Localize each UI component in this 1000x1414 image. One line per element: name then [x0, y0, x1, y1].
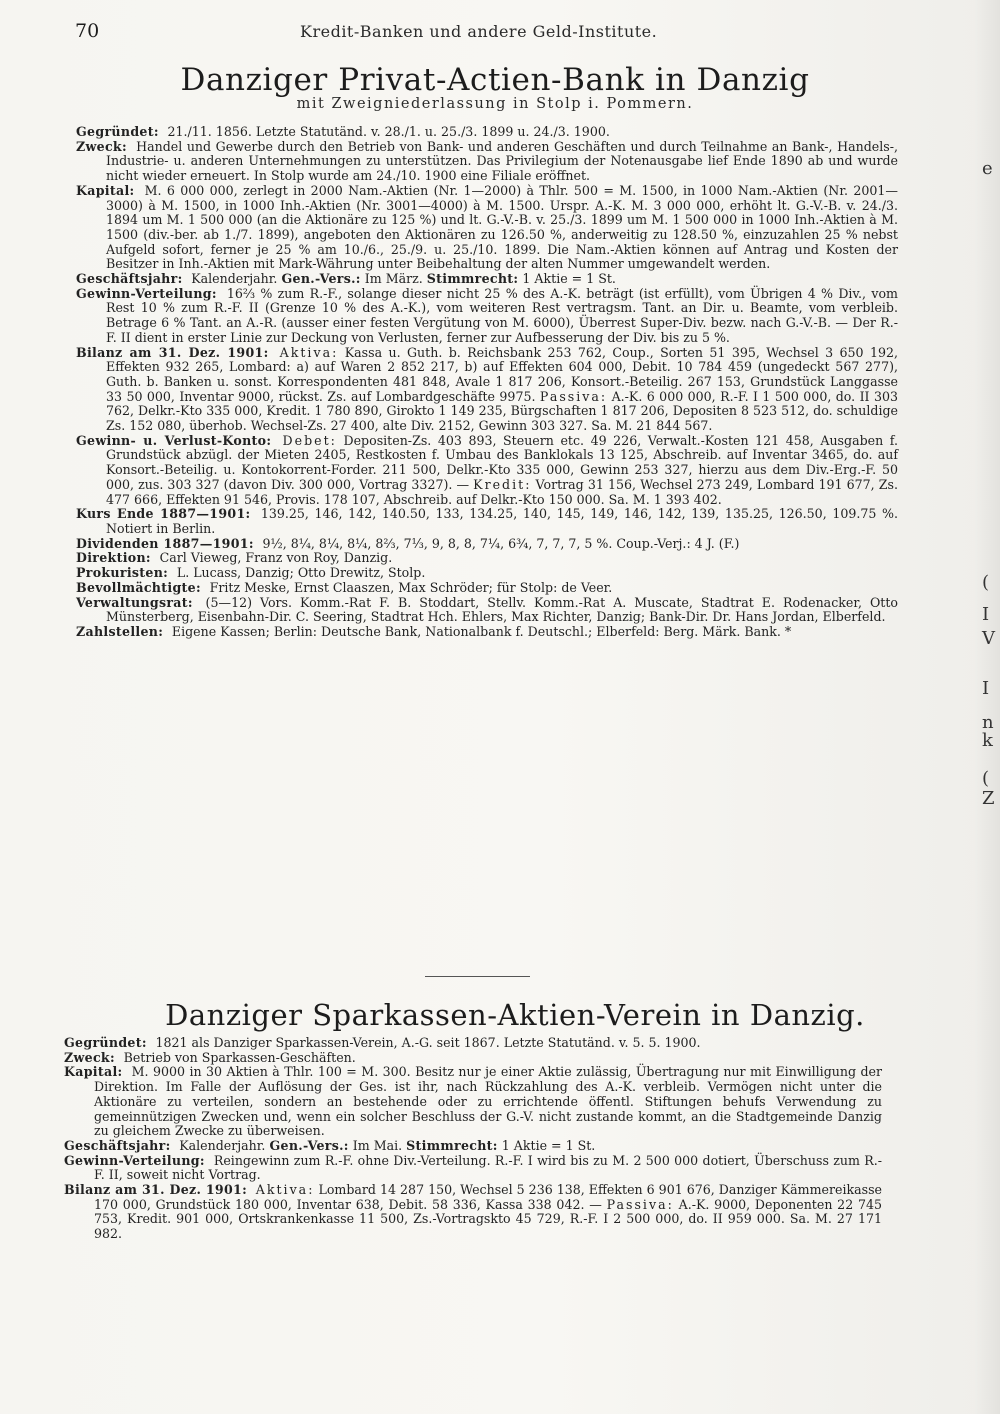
entry-zahlstellen [76, 625, 898, 640]
sub-label-gen-vers: Gen.-Vers.: [281, 271, 361, 287]
entry-text: Reingewinn zum R.-F. ohne Div.-Verteilung. R.-F. I wird bis zu M. 2 500 000 dotiert, Überschuss zum R.-F. II, soweit nicht Vortrag. [94, 1152, 883, 1183]
edge-glyph: Z [982, 788, 995, 809]
entry-gegruendet [76, 125, 898, 140]
entry-gewinn-verteilung [76, 287, 898, 346]
edge-glyph: V [982, 628, 995, 649]
page-number: 70 [75, 20, 100, 42]
edge-glyph: n [982, 712, 994, 733]
kredit-label: Kredit: [473, 476, 532, 492]
sub-label-stimmrecht: Stimmrecht: [426, 271, 519, 287]
section-body-privat-actien-bank [76, 125, 898, 640]
entry-gewinn-verlust-konto [76, 434, 898, 508]
entry-label: Direktion: [76, 550, 151, 566]
entry-text: Kalenderjahr. [191, 271, 278, 287]
entry-text: Fritz Meske, Ernst Claaszen, Max Schröder; für Stolp: de Veer. [209, 579, 613, 595]
section-title-sparkassen-aktien-verein: Danziger Sparkassen-Aktien-Verein in Danzig. [165, 998, 865, 1032]
entry-label: Dividenden 1887—1901: [76, 535, 254, 551]
entry-text: 16⅔ % zum R.-F., solange dieser nicht 25 % des A.-K. beträgt (ist erfüllt), vom Übrigen 4 % Div., vom Rest 10 % zum R.-F. II (Grenze 10 % des A.-K.), vom weiteren Rest vertragsm. Tant. an Dir. u. Beamte, vom verbleib. Betrage 6 % Tant. an A.-R. (ausser einer festen Vergütung von M. 6000), Überrest Super-Div. bezw. nach G.-V.-B. — Der R.-F. II dient in erster Linie zur Deckung von Verlusten, ferner zur Aufbesserung der Div. bis zu 5 %. [106, 285, 899, 345]
section-subtitle: mit Zweigniederlassung in Stolp i. Pommern. [296, 96, 694, 112]
debet-label: Debet: [282, 432, 337, 448]
aktiva-label: Aktiva: [279, 344, 339, 360]
sub-text-gen-vers: Im Mai. [352, 1137, 403, 1153]
entry-text: M. 9000 in 30 Aktien à Thlr. 100 = M. 300. Besitz nur je einer Aktie zulässig, Übertragung nur mit Einwilligung der Direktion. Im Falle der Auflösung der Ges. ist ihr, nach Rückzahlung des A.-K. verbleib. Vermögen nicht unter die Aktionäre zu verteilen, sondern an bestehende oder zu errichtende öffentl. Stiftungen behufs Verwendung zu gemeinnützigen Zwecken und, wenn ein solcher Beschluss der G.-V. nicht zustande kommt, an die Stadtgemeinde Danzig zu gleichem Zwecke zu überweisen. [94, 1064, 883, 1139]
edge-glyph: I [982, 678, 990, 699]
entry-label: Zweck: [64, 1049, 115, 1065]
entry-text: Kassa u. Guth. b. Reichsbank 253 762, Coup., Sorten 51 395, Wechsel 3 650 192, Effekten 932 265, Lombard: a) auf Waren 2 852 217, b) auf Effekten 604 000, Debit. 10 784 459 (ungedeckt 567 277), Guth. b. Banken u. sonst. Korrespondenten 481 848, Avale 1 817 206, Konsort.-Beteilig. 267 153, Grundstück Langgasse 33 50 000, Inventar 9000, rückst. Zs. auf Lombardgeschäfte 9975. [106, 344, 899, 404]
entry-text: (5—12) Vors. Komm.-Rat F. B. Stoddart, Stellv. Komm.-Rat A. Muscate, Stadtrat E. Rodenacker, Otto Münsterberg, Eisenbahn-Dir. C. Seering, Stadtrat Hch. Ehlers, Max Richter, Danzig; Bank-Dir. Dr. Hans Jordan, Elberfeld. [106, 594, 899, 625]
edge-glyph: I [982, 604, 990, 625]
entry-text: L. Lucass, Danzig; Otto Drewitz, Stolp. [176, 565, 426, 581]
entry-label: Gewinn- u. Verlust-Konto: [76, 432, 272, 448]
entry-label: Bevollmächtigte: [76, 579, 201, 595]
entry-label: Verwaltungsrat: [76, 594, 193, 610]
entry-text: Carl Vieweg, Franz von Roy, Danzig. [159, 550, 393, 566]
passiva-text: A.-K. 6 000 000, R.-F. I 1 500 000, do. II 303 762, Delkr.-Kto 335 000, Kredit. 1 780 890, Girokto 1 149 235, Bürgschaften 1 817 206, Depositen 8 523 512, do. schuldige Zs. 152 080, überhob. Wechsel-Zs. 27 400, alte Div. 2152, Gewinn 303 327. Sa. M. 21 844 567. [106, 388, 898, 434]
entry-text: Handel und Gewerbe durch den Betrieb von Bank- und anderen Geschäften und durch Teilnahme an Bank-, Handels-, Industrie- u. anderen Unternehmungen zu unterstützen. Das Privilegium der Notenausgabe lief Ende 1890 ab und wurde nicht wieder erneuert. In Stolp wurde am 24./10. 1900 eine Filiale eröffnet. [106, 138, 898, 184]
section-divider [425, 976, 530, 977]
entry-label: Geschäftsjahr: [64, 1137, 171, 1153]
entry-label: Gegründet: [76, 124, 159, 139]
entry-text: M. 6 000 000, zerlegt in 2000 Nam.-Aktien (Nr. 1—2000) à Thlr. 500 = M. 1500, in 1000 Nam.-Aktien (Nr. 2001—3000) à M. 1500, in 1000 Inh.-Aktien (Nr. 3001—4000) à M. 1500. Urspr. A.-K. M. 3 000 000, erhöht lt. G.-V.-B. v. 24./3. 1894 um M. 1 500 000 (an die Aktionäre zu 125 %) und lt. G.-V.-B. v. 25./3. 1899 um M. 1 500 000 in 1000 Inh.-Aktien à M. 1500 (div.-ber. ab 1./7. 1899), angeboten den Aktionären zu 126.50 %, anderweitig zu 128.50 %, einzuzahlen 25 % nebst Aufgeld sofort, ferner je 25 % am 10./6., 25./9. u. 25./10. 1899. Die Nam.-Aktien können auf Antrag und Kosten der Besitzer in Inh.-Aktien mit Mark-Währung unter Beibehaltung der alten Nummer umgewandelt werden. [106, 182, 898, 272]
entry-geschaeftsjahr [64, 1139, 882, 1154]
entry-text: Eigene Kassen; Berlin: Deutsche Bank, Nationalbank f. Deutschl.; Elberfeld: Berg. Märk. Bank. * [171, 623, 792, 639]
entry-prokuristen [76, 566, 898, 581]
edge-glyph: ( [982, 768, 990, 789]
entry-text: 9½, 8¼, 8¼, 8¼, 8⅔, 7⅓, 9, 8, 8, 7¼, 6¾, 7, 7, 7, 5 %. Coup.-Verj.: 4 J. (F.) [262, 535, 740, 551]
entry-label: Geschäftsjahr: [76, 271, 183, 287]
entry-text: Betrieb von Sparkassen-Geschäften. [123, 1049, 356, 1065]
sub-text-stimmrecht: 1 Aktie = 1 St. [501, 1137, 596, 1153]
edge-glyph: e [982, 158, 993, 179]
entry-zweck [76, 140, 898, 184]
entry-text: Kalenderjahr. [179, 1137, 266, 1153]
entry-text: 139.25, 146, 142, 140.50, 133, 134.25, 140, 145, 149, 146, 142, 139, 135.25, 126.50, 109.75 %. Notiert in Berlin. [106, 506, 898, 536]
passiva-label: Passiva: [539, 388, 608, 404]
entry-label: Gegründet: [64, 1035, 147, 1050]
entry-bilanz [64, 1183, 882, 1242]
sub-label-gen-vers: Gen.-Vers.: [269, 1137, 349, 1153]
entry-text: 21./11. 1856. Letzte Statutänd. v. 28./1. u. 25./3. 1899 u. 24./3. 1900. [167, 124, 610, 139]
entry-text: Lombard 14 287 150, Wechsel 5 236 138, Effekten 6 901 676, Danziger Kämmereikasse 170 000, Grundstück 180 000, Inventar 638, Debit. 58 336, Kassa 338 042. — [94, 1182, 882, 1212]
entry-kapital [76, 184, 898, 272]
entry-gegruendet [64, 1036, 882, 1051]
entry-label: Kapital: [64, 1064, 123, 1080]
entry-label: Bilanz am 31. Dez. 1901: [76, 344, 269, 360]
entry-text: Depositen-Zs. 403 893, Steuern etc. 49 226, Verwalt.-Kosten 121 458, Ausgaben f. Grundstück abzügl. der Mieten 2405, Restkosten f. Umbau des Banklokals 13 125, Abschreib. auf Inventar 3465, do. auf Konsort.-Beteilig. u. Kontokorrent-Forder. 211 500, Delkr.-Kto 335 000, Gewinn 253 327, hierzu aus dem Div.-Erg.-F. 50 000, zus. 303 327 (davon Div. 300 000, Vortrag 3327). — [106, 432, 898, 492]
sub-label-stimmrecht: Stimmrecht: [406, 1137, 498, 1153]
entry-verwaltungsrat [76, 596, 898, 625]
entry-label: Gewinn-Verteilung: [76, 285, 217, 301]
entry-kurs [76, 507, 898, 536]
running-head: Kredit-Banken und andere Geld-Institute. [300, 22, 658, 41]
entry-dividenden [76, 537, 898, 552]
entry-label: Zweck: [76, 138, 127, 154]
passiva-label: Passiva: [606, 1196, 674, 1212]
entry-direktion [76, 551, 898, 566]
edge-glyph: k [982, 730, 993, 751]
passiva-text: A.-K. 9000, Deponenten 22 745 753, Kredit. 901 000, Ortskrankenkasse 11 500, Zs.-Vortragskto 45 729, R.-F. I 2 500 000, do. II 959 000. Sa. M. 27 171 982. [94, 1196, 882, 1242]
entry-label: Bilanz am 31. Dez. 1901: [64, 1182, 248, 1198]
entry-kapital [64, 1065, 882, 1139]
sub-text-gen-vers: Im März. [364, 271, 423, 287]
page-header [75, 20, 915, 44]
entry-geschaeftsjahr [76, 272, 898, 287]
entry-label: Gewinn-Verteilung: [64, 1152, 205, 1168]
aktiva-label: Aktiva: [255, 1182, 315, 1198]
entry-gewinn-verteilung [64, 1154, 882, 1183]
section-body-sparkassen-aktien-verein [64, 1036, 882, 1242]
entry-label: Kurs Ende 1887—1901: [76, 506, 251, 522]
entry-label: Prokuristen: [76, 565, 169, 581]
sub-text-stimmrecht: 1 Aktie = 1 St. [522, 271, 616, 287]
entry-bevollmaechtigte [76, 581, 898, 596]
entry-bilanz [76, 346, 898, 434]
section-title-privat-actien-bank: Danziger Privat-Actien-Bank in Danzig [180, 62, 810, 98]
edge-glyph: ( [982, 572, 990, 593]
entry-text: 1821 als Danziger Sparkassen-Verein, A.-G. seit 1867. Letzte Statutänd. v. 5. 5. 1900. [155, 1035, 701, 1050]
adjacent-page-edge [974, 0, 1000, 1414]
kredit-text: Vortrag 31 156, Wechsel 273 249, Lombard 191 677, Zs. 477 666, Effekten 91 546, Provis. 178 107, Abschreib. auf Delkr.-Kto 150 000. Sa. M. 1 393 402. [106, 476, 898, 507]
entry-label: Zahlstellen: [76, 623, 164, 639]
entry-label: Kapital: [76, 182, 135, 198]
